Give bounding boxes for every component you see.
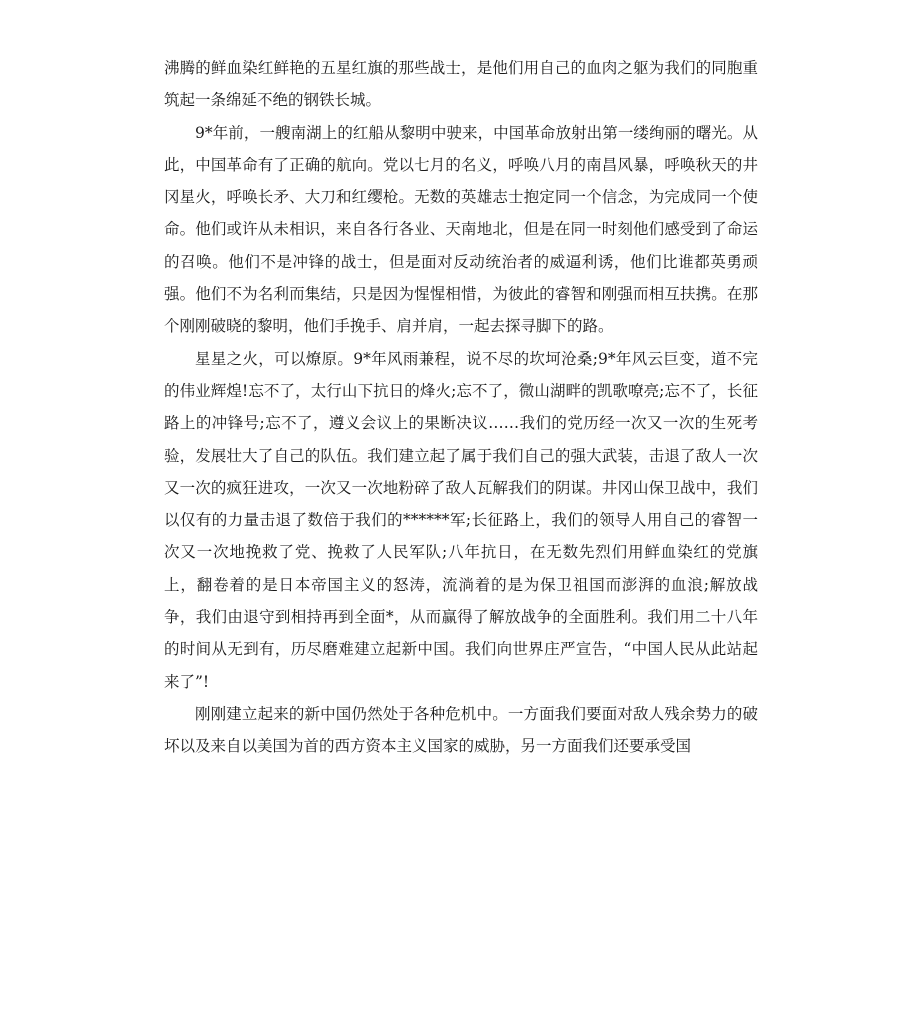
paragraph-3: 星星之火，可以燎原。9*年风雨兼程，说不尽的坎坷沧桑;9*年风云巨变，道不完的伟业辉煌!忘不了，太行山下抗日的烽火;忘不了，微山湖畔的凯歌嘹亮;忘不了，长征路上的冲锋号;忘不了，遵义会议上的果断决议……我们的党历经一次又一次的生死考验，发展壮大了自己的队伍。我们建立起了属于我们自己的强大武装，击退了敌人一次又一次的疯狂进攻，一次又一次地粉碎了敌人瓦解我们的阴谋。井冈山保卫战中，我们以仅有的力量击退了数倍于我们的******军;长征路上，我们的领导人用自己的睿智一次又一次地挽救了党、挽救了人民军队;八年抗日，在无数先烈们用鲜血染红的党旗上，翻卷着的是日本帝国主义的怒涛，流淌着的是为保卫祖国而澎湃的血浪;解放战争，我们由退守到相持再到全面*，从而赢得了解放战争的全面胜利。我们用二十八年的时间从无到有，历尽磨难建立起新中国。我们向世界庄严宣告，“中国人民从此站起来了”! (164, 349, 758, 691)
paragraph-1: 沸腾的鲜血染红鲜艳的五星红旗的那些战士，是他们用自己的血肉之躯为我们的同胞重筑起一条绵延不绝的钢铁长城。 (164, 59, 758, 110)
document-body (164, 52, 758, 763)
paragraph-2: 9*年前，一艘南湖上的红船从黎明中驶来，中国革命放射出第一缕绚丽的曙光。从此，中国革命有了正确的航向。党以七月的名义，呼唤八月的南昌风暴，呼唤秋天的井冈星火，呼唤长矛、大刀和红缨枪。无数的英雄志士抱定同一个信念，为完成同一个使命。他们或许从未相识，来自各行各业、天南地北，但是在同一时刻他们感受到了命运的召唤。他们不是冲锋的战士，但是面对反动统治者的威逼利诱，他们比谁都英勇顽强。他们不为名利而集结，只是因为惺惺相惜，为彼此的睿智和刚强而相互扶携。在那个刚刚破晓的黎明，他们手挽手、肩并肩，一起去探寻脚下的路。 (164, 123, 758, 336)
paragraph-4: 刚刚建立起来的新中国仍然处于各种危机中。一方面我们要面对敌人残余势力的破坏以及来自以美国为首的西方资本主义国家的威胁，另一方面我们还要承受国 (164, 704, 758, 756)
